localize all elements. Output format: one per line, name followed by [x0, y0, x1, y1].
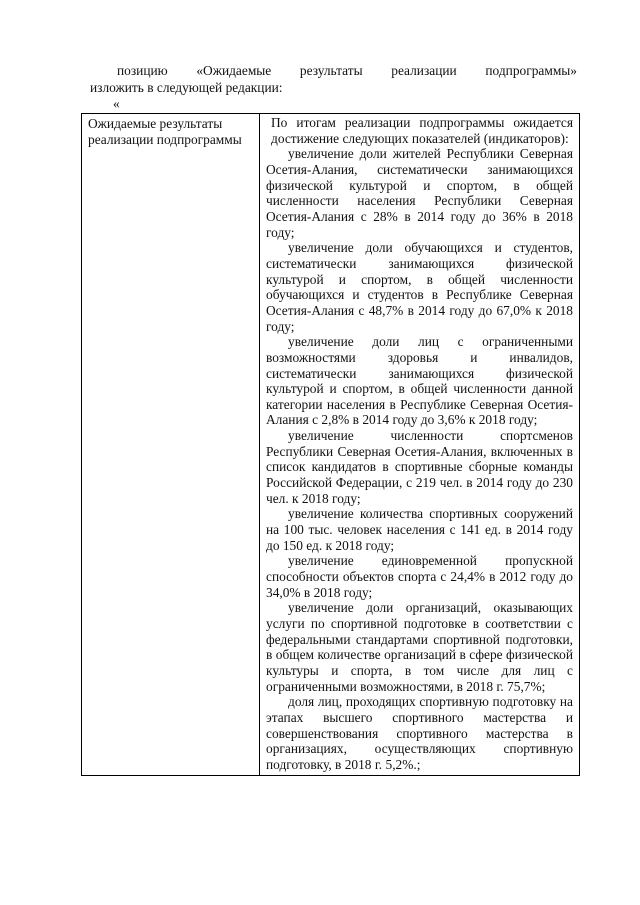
intro-text [90, 62, 577, 96]
intro-line-1: позицию «Ожидаемые результаты реализации подпрограммы» [117, 63, 577, 78]
indicator-paragraph: увеличение численности спортсменов Республики Северная Осетия-Алания, включенных в список кандидатов в спортивные сборные команды Российской Федерации, с 219 чел. в 2014 году до 230 чел. к 2018 году; [266, 428, 573, 506]
lead-paragraph: По итогам реализации подпрограммы ожидается достижение следующих показателей (индикаторов): [271, 115, 573, 146]
opening-quote: « [113, 96, 120, 111]
table-row [82, 114, 580, 776]
indicator-paragraph: доля лиц, проходящих спортивную подготовку на этапах высшего спортивного мастерства и совершенствования спортивного мастерства в организациях, осуществляющих спортивную подготовку, в 2018 г. 5,2%.; [266, 694, 573, 772]
label-cell [82, 114, 260, 776]
intro-line-2: изложить в следующей редакции: [90, 80, 283, 95]
subprogram-table [81, 113, 580, 776]
indicator-paragraph: увеличение доли организаций, оказывающих услуги по спортивной подготовке в соответствии с федеральными стандартами спортивной подготовки, в общем количестве организаций в сфере физической культуры и спорта, в том числе для лиц с ограниченными возможностями, в 2018 г. 75,7%; [266, 600, 573, 694]
indicator-paragraph: увеличение доли лиц с ограниченными возможностями здоровья и инвалидов, систематически занимающихся физической культурой и спортом, в общей численности данной категории населения в Республике Северная Осетия-Алания с 2,8% в 2014 году до 3,6% к 2018 году; [266, 334, 573, 428]
content-cell [260, 114, 580, 776]
indicator-paragraph: увеличение доли жителей Республики Северная Осетия-Алания, систематически занимающихся физической культурой и спортом, в общей численности населения Республики Северная Осетия-Алания с 28% в 2014 году до 36% в 2018 году; [266, 146, 573, 240]
row-label: Ожидаемые результаты реализации подпрограммы [88, 116, 242, 148]
indicator-paragraph: увеличение единовременной пропускной способности объектов спорта с 24,4% в 2012 году до 34,0% в 2018 году; [266, 553, 573, 600]
indicator-paragraph: увеличение количества спортивных сооружений на 100 тыс. человек населения с 141 ед. в 2014 году до 150 ед. к 2018 году; [266, 506, 573, 553]
indicator-paragraph: увеличение доли обучающихся и студентов, систематически занимающихся физической культурой и спортом, в общей численности обучающихся и студентов в Республике Северная Осетия-Алания с 48,7% в 2014 году до 67,0% к 2018 году; [266, 240, 573, 334]
